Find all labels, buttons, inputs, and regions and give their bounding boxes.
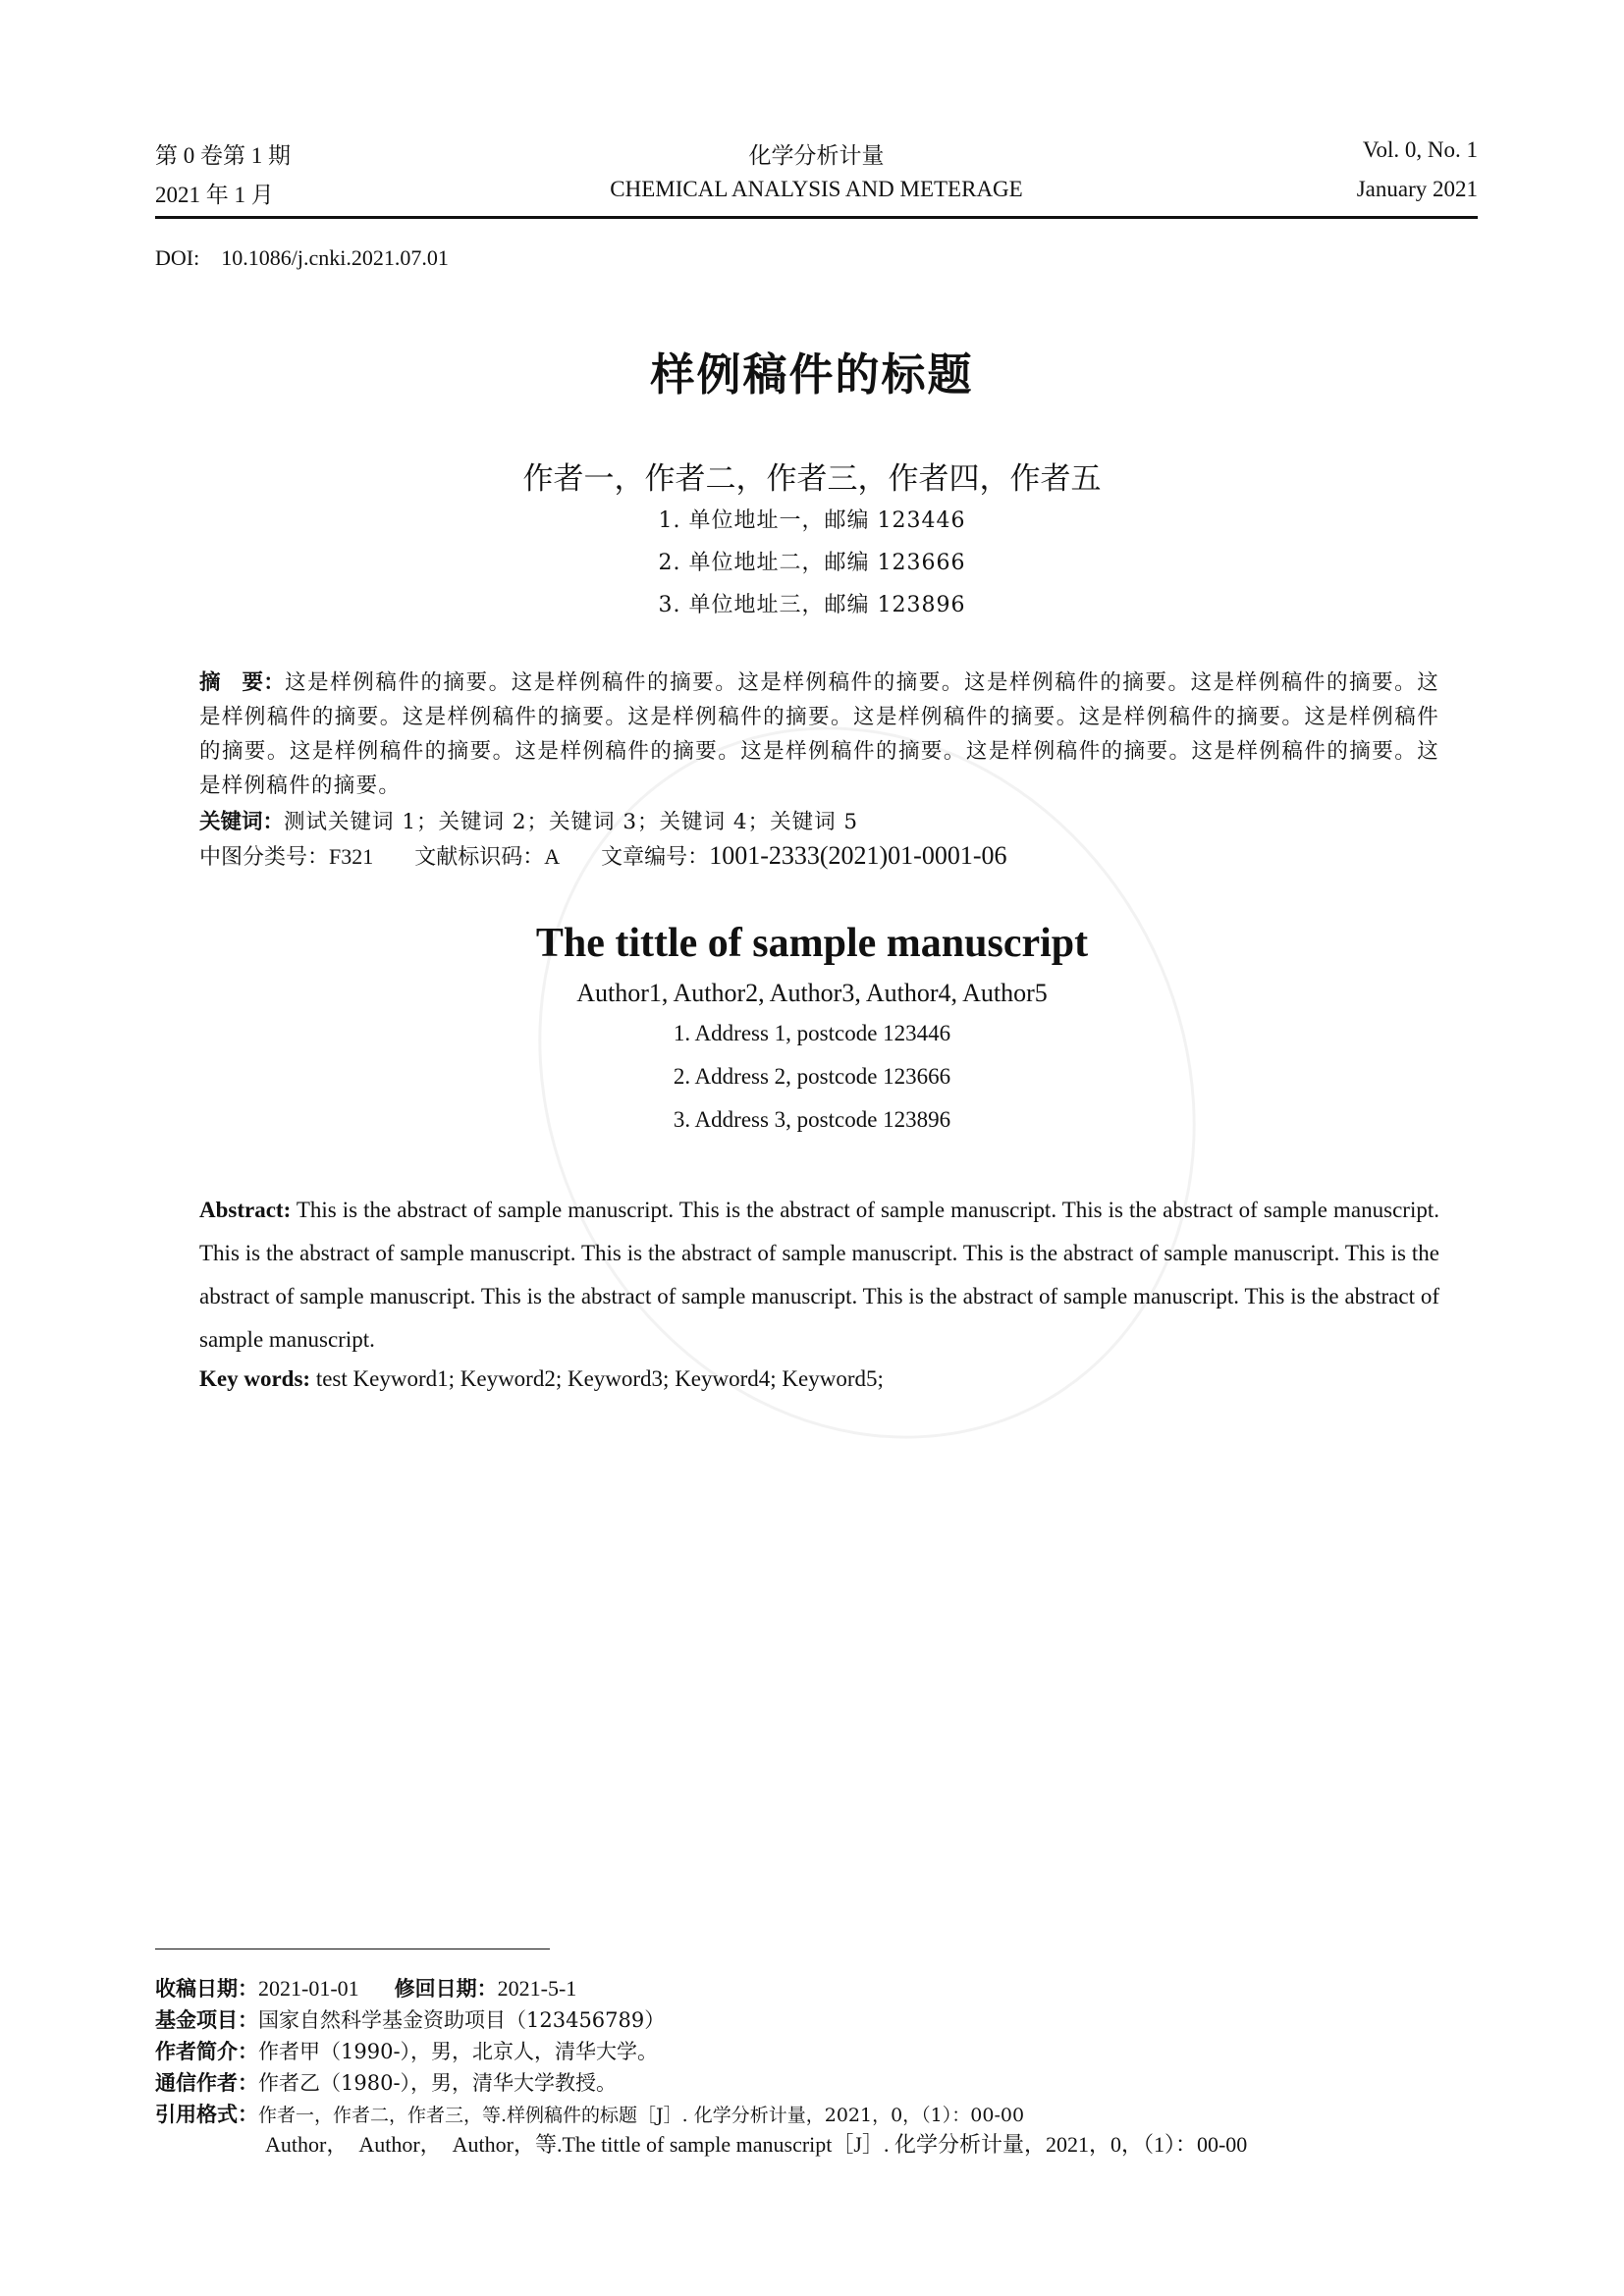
doc-code-value: A (544, 844, 561, 869)
doi-line (155, 245, 449, 271)
affiliation-cn-2: 2. 单位地址二，邮编 123666 (658, 551, 966, 575)
journal-name-cn: 化学分析计量 (748, 143, 885, 168)
volume-cn: 第 0 卷第 1 期 (155, 143, 291, 168)
affiliation-cn-1: 1. 单位地址一，邮编 123446 (658, 508, 966, 533)
header-rule (155, 216, 1478, 219)
affiliation-en-2: 2. Address 2, postcode 123666 (673, 1064, 951, 1089)
authors-cn: 作者一，作者二，作者三，作者四，作者五 (522, 461, 1102, 497)
keywords-en-text: test Keyword1; Keyword2; Keyword3; Keyword4; Keyword5; (310, 1366, 884, 1391)
abstract-cn-label: 摘 要： (199, 670, 286, 695)
footnote-citation-en: Author， Author， Author，等.The tittle of sample manuscript［J］. 化学分析计量，2021，0，（1）：00-00 (265, 2132, 1248, 2157)
classification-line (199, 840, 1006, 871)
received-label: 收稿日期： (155, 1977, 258, 2001)
keywords-cn-label: 关键词： (199, 810, 285, 834)
doc-code-label: 文献标识码： (414, 845, 545, 870)
citation-label: 引用格式： (155, 2103, 258, 2126)
clc-value: F321 (329, 844, 374, 869)
footnote-bio (155, 2036, 658, 2065)
revised-value: 2021-5-1 (497, 1976, 577, 2001)
fund-label: 基金项目： (155, 2008, 258, 2032)
clc-label: 中图分类号： (199, 845, 330, 870)
authors-en: Author1, Author2, Author3, Author4, Author5 (576, 979, 1048, 1007)
doi-value[interactable]: 10.1086/j.cnki.2021.07.01 (221, 245, 449, 270)
footnote-corresponding (155, 2067, 617, 2097)
keywords-en (199, 1366, 884, 1392)
revised-label: 修回日期： (394, 1977, 498, 2001)
date-cn: 2021 年 1 月 (155, 183, 274, 207)
title-en: The tittle of sample manuscript (535, 921, 1089, 966)
bio-label: 作者简介： (155, 2040, 258, 2063)
volume-en: Vol. 0, No. 1 (1362, 137, 1478, 162)
abstract-cn (199, 666, 1439, 803)
abstract-cn-text: 这是样例稿件的摘要。这是样例稿件的摘要。这是样例稿件的摘要。这是样例稿件的摘要。这是样例稿件的摘要。这是样例稿件的摘要。这是样例稿件的摘要。这是样例稿件的摘要。这是样例稿件的摘要。这是样例稿件的摘要。这是样例稿件的摘要。这是样例稿件的摘要。这是样例稿件的摘要。这是样例稿件的摘要。这是样例稿件的摘要。这是样例稿件的摘要。这是样例稿件的摘要。 (199, 670, 1439, 798)
corresponding-value: 作者乙（1980-），男，清华大学教授。 (258, 2071, 618, 2095)
citation-cn: 作者一，作者二，作者三，等.样例稿件的标题［J］. 化学分析计量，2021，0，（1）：00-00 (258, 2105, 1025, 2126)
affiliation-cn-3: 3. 单位地址三，邮编 123896 (658, 593, 966, 617)
article-no-value: 1001-2333(2021)01-0001-06 (709, 841, 1007, 870)
journal-name-en: CHEMICAL ANALYSIS AND METERAGE (610, 177, 1023, 201)
abstract-en-text: This is the abstract of sample manuscript. This is the abstract of sample manuscript. This is the abstract of sample manuscript. This is the abstract of sample manuscript. This is the abstract of sample manuscript. This is the abstract of sample manuscript. This is the abstract of sample manuscript. This is the abstract of sample manuscript. This is the abstract of sample manuscript. This is the abstract of sample manuscript. (199, 1198, 1439, 1352)
footnote-dates (155, 1973, 576, 2002)
abstract-en-label: Abstract: (199, 1198, 292, 1222)
keywords-cn-text: 测试关键词 1；关键词 2；关键词 3；关键词 4；关键词 5 (284, 810, 859, 834)
bio-value: 作者甲（1990-），男，北京人，清华大学。 (258, 2040, 659, 2063)
date-en: January 2021 (1356, 177, 1478, 201)
keywords-en-label: Key words: (199, 1366, 311, 1391)
received-value: 2021-01-01 (258, 1976, 359, 2001)
title-cn: 样例稿件的标题 (650, 348, 974, 400)
keywords-cn (199, 805, 858, 835)
affiliation-en-3: 3. Address 3, postcode 123896 (673, 1107, 951, 1132)
affiliation-en-1: 1. Address 1, postcode 123446 (673, 1021, 951, 1045)
footnote-citation-cn (155, 2099, 1024, 2128)
footnote-fund (155, 2004, 665, 2034)
corresponding-label: 通信作者： (155, 2071, 258, 2095)
fund-value: 国家自然科学基金资助项目（123456789） (258, 2008, 666, 2032)
doi-label: DOI: (155, 245, 200, 270)
article-no-label: 文章编号： (601, 845, 710, 870)
abstract-en (199, 1189, 1439, 1362)
